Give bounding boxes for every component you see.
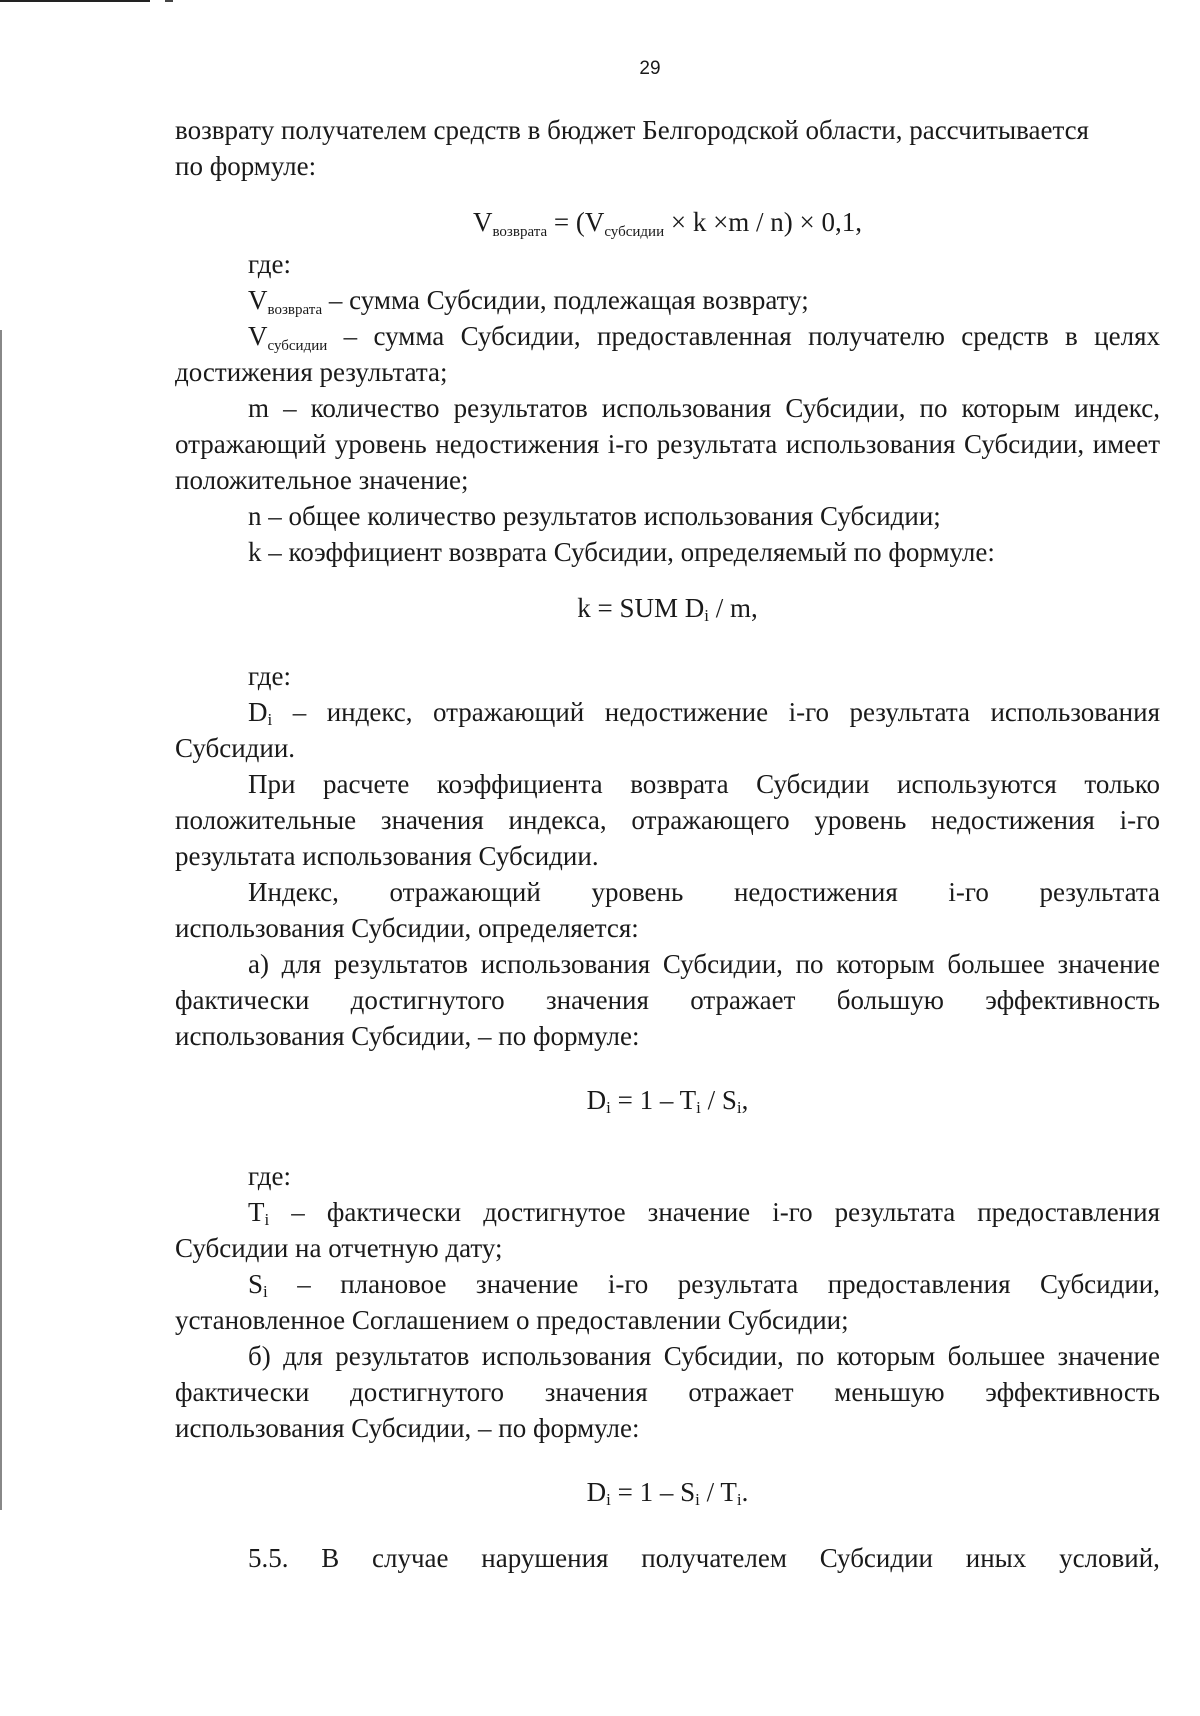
definition-n: n – общее количество результатов использования Субсидии; — [248, 501, 941, 531]
formula-k: k = SUM Di / m, — [577, 593, 758, 625]
paragraph-index-line1: Индекс, отражающий уровень недостижения i-го результата — [248, 877, 1160, 907]
document-body — [175, 112, 1160, 1576]
scan-mark — [0, 0, 150, 2]
definition-d: Di – индекс, отражающий недостижение i-го результата использования Субсидии. — [175, 697, 1160, 763]
formula-d-b: Di = 1 – Si / Ti. — [586, 1477, 749, 1509]
item-a: а) для результатов использования Субсидии, по которым большее значение фактически достигнутого значения отражает большую эффективность использования Субсидии, – по формуле: — [175, 949, 1160, 1051]
formula-d-a: Di = 1 – Ti / Si, — [586, 1085, 749, 1117]
definition-m: m – количество результатов использования Субсидии, по которым индекс, отражающий уровень недостижения i-го результата использования Субсидии, имеет положительное значение; — [175, 393, 1160, 495]
scan-mark — [165, 0, 173, 2]
definition-t: Ti – фактически достигнутое значение i-го результата предоставления Субсидии на отчетную дату; — [175, 1197, 1160, 1263]
paragraph-5-5: 5.5. В случае нарушения получателем Субсидии иных условий, — [248, 1543, 1160, 1573]
scan-edge — [0, 330, 2, 1510]
page-number: 29 — [639, 58, 661, 79]
paragraph-index-line2: использования Субсидии, определяется: — [175, 913, 639, 943]
definition-k: k – коэффициент возврата Субсидии, определяемый по формуле: — [248, 537, 995, 567]
where-label: где: — [248, 661, 291, 691]
item-b: б) для результатов использования Субсидии, по которым большее значение фактически достигнутого значения отражает меньшую эффективность использования Субсидии, – по формуле: — [175, 1341, 1160, 1443]
where-label: где: — [248, 249, 291, 279]
definition-s: Si – плановое значение i-го результата предоставления Субсидии, установленное Соглашением о предоставлении Субсидии; — [175, 1269, 1160, 1335]
formula-return: $V_{возврата} = (V_{субсидии} \times k \times m / n) \times 0,1$, — [472, 207, 863, 240]
where-label: где: — [248, 1161, 291, 1191]
paragraph-positive-values: При расчете коэффициента возврата Субсидии используются только положительные значения индекса, отражающего уровень недостижения i-го результата использования Субсидии. — [175, 769, 1160, 871]
intro-line: возврату получателем средств в бюджет Белгородской области, рассчитывается — [175, 115, 1089, 145]
definition-v-subsidy: $V_{субсидии}$ – сумма Субсидии, предоставленная получателю средств в целях достижения результата; — [175, 321, 1160, 387]
definition-v-return: $V_{возврата}$ – сумма Субсидии, подлежащая возврату; — [248, 285, 809, 318]
intro-line: по формуле: — [175, 151, 317, 181]
